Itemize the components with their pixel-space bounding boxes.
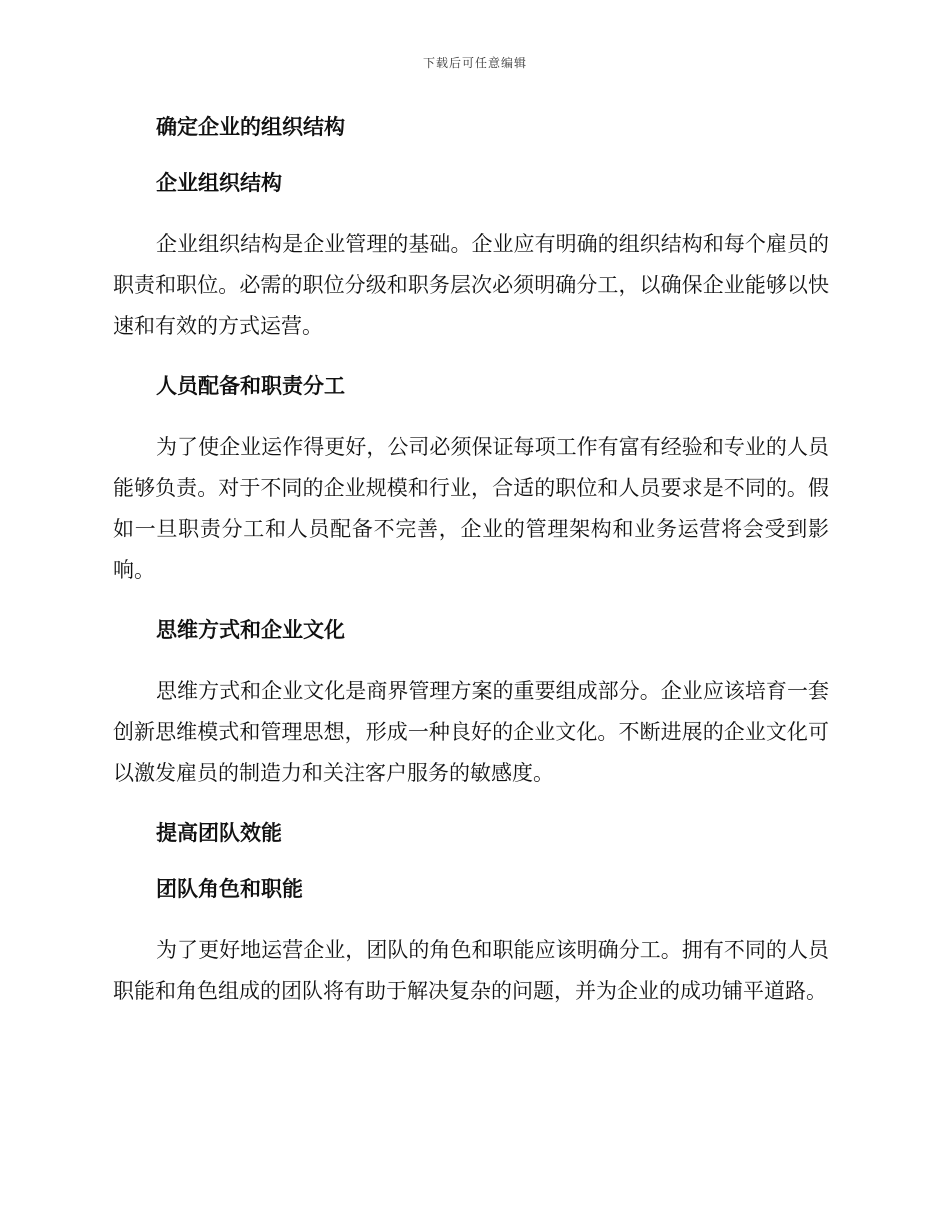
paragraph-team-roles: 为了更好地运营企业，团队的角色和职能应该明确分工。拥有不同的人员职能和角色组成的团队将有助于解决复杂的问题，并为企业的成功铺平道路。 xyxy=(113,938,829,1003)
subheading-team-roles: 团队角色和职能 xyxy=(156,877,303,901)
subheading-org-structure: 企业组织结构 xyxy=(156,171,282,195)
section-heading-org-structure: 确定企业的组织结构 xyxy=(156,115,345,139)
page-header-note: 下载后可任意编辑 xyxy=(422,56,527,70)
paragraph-staffing: 为了使企业运作得更好，公司必须保证每项工作有富有经验和专业的人员能够负责。对于不同的企业规模和行业，合适的职位和人员要求是不同的。假如一旦职责分工和人员配备不完善，企业的管理架构和业务运营将会受到影响。 xyxy=(113,435,829,582)
subheading-staffing: 人员配备和职责分工 xyxy=(156,374,345,398)
document-body xyxy=(113,112,829,1036)
section-heading-team-efficiency: 提高团队效能 xyxy=(156,821,282,845)
paragraph-culture: 思维方式和企业文化是商界管理方案的重要组成部分。企业应该培育一套创新思维模式和管理思想，形成一种良好的企业文化。不断进展的企业文化可以激发雇员的制造力和关注客户服务的敏感度。 xyxy=(113,679,829,785)
paragraph-org-structure: 企业组织结构是企业管理的基础。企业应有明确的组织结构和每个雇员的职责和职位。必需的职位分级和职务层次必须明确分工，以确保企业能够以快速和有效的方式运营。 xyxy=(113,232,829,338)
subheading-culture: 思维方式和企业文化 xyxy=(156,618,345,642)
